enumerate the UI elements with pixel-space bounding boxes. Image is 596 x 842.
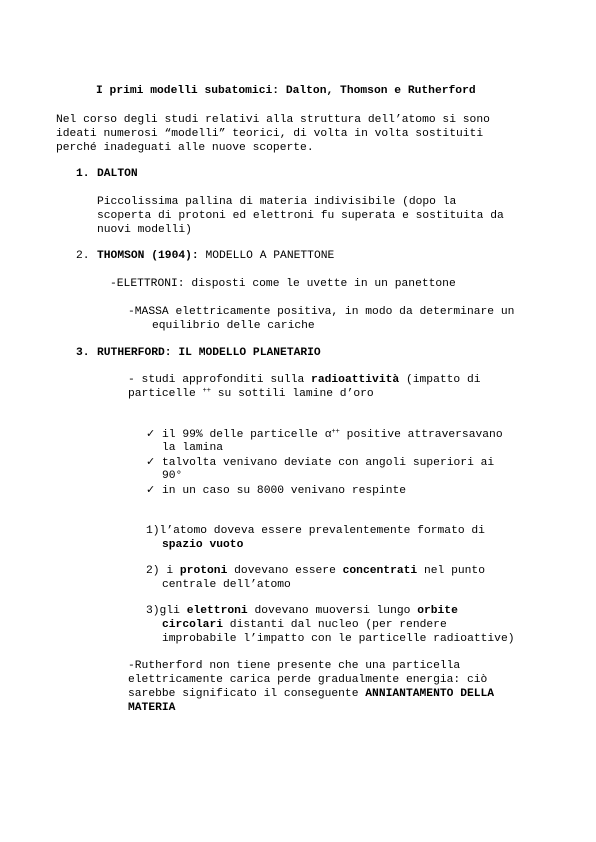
thomson-number: 2. — [76, 250, 90, 262]
check-2-text: talvolta venivano deviate con angoli superiori ai — [162, 457, 495, 469]
conclusion-3-line-3: improbabile l’impatto con le particelle radioattive) — [162, 633, 515, 645]
intro-line-2: ideati numerosi “modelli” teorici, di volta in volta sostituiti — [56, 128, 484, 140]
thomson-elettroni: -ELETTRONI: disposti come le uvette in un panettone — [110, 278, 456, 290]
c2-bold-2: concentrati — [342, 565, 418, 577]
conclusion-2-line-1 — [146, 564, 485, 578]
c3-pre: 3)gli — [146, 605, 187, 617]
studi-l2-post: su sottili lamine d’oro — [210, 388, 374, 400]
dalton-text-3: nuovi modelli) — [97, 224, 192, 236]
intro-line-1: Nel corso degli studi relativi alla struttura dell’atomo si sono — [56, 114, 490, 126]
rutherford-studi-1 — [128, 373, 481, 387]
dalton-text-1: Piccolissima pallina di materia indivisibile (dopo la — [97, 196, 457, 208]
conclusion-3-line-1 — [146, 604, 458, 618]
conclusion-1-line-1: 1)l’atomo doveva essere prevalentemente formato di — [146, 525, 485, 537]
closing-line-1: -Rutherford non tiene presente che una particella — [128, 660, 461, 672]
studi-l2-sup: ++ — [202, 387, 211, 395]
dalton-text-2: scoperta di protoni ed elettroni fu superata e sostituita da — [97, 210, 504, 222]
c2-bold-1: protoni — [179, 565, 228, 577]
closing-l3-text: sarebbe significato il conseguente — [128, 688, 366, 700]
c2-mid: dovevano essere — [227, 565, 343, 577]
check-item-2 — [146, 455, 494, 470]
studi-pre: - studi approfonditi sulla — [128, 374, 312, 386]
check-item-1-line-2: la lamina — [162, 442, 224, 454]
rutherford-studi-2 — [128, 387, 374, 401]
check-mark-icon: ✓ — [146, 427, 156, 440]
c3-bold-2: orbite — [417, 605, 458, 617]
check-item-1 — [146, 427, 503, 442]
check-mark-icon: ✓ — [146, 455, 156, 468]
dalton-number: 1. — [76, 168, 90, 180]
check-1-post: positive attraversavano — [339, 429, 503, 441]
closing-line-3 — [128, 687, 494, 701]
closing-bold-1: ANNIANTAMENTO DELLA — [365, 688, 495, 700]
conclusion-1-line-2: spazio vuoto — [162, 539, 244, 551]
c3-l2-bold: circolari — [162, 619, 224, 631]
dalton-heading: DALTON — [97, 168, 138, 180]
studi-bold: radioattività — [311, 374, 400, 386]
c3-mid: dovevano muoversi lungo — [247, 605, 418, 617]
thomson-massa-1: -MASSA elettricamente positiva, in modo da determinare un — [128, 306, 515, 318]
closing-line-4: MATERIA — [128, 702, 176, 714]
check-3-text: in un caso su 8000 venivano respinte — [162, 485, 407, 497]
check-1-text: il 99% delle particelle α — [162, 429, 332, 441]
thomson-subtitle: MODELLO A PANETTONE — [198, 250, 335, 262]
studi-l2-pre: particelle — [128, 388, 203, 400]
thomson-heading-line — [97, 249, 334, 263]
rutherford-heading: RUTHERFORD: IL MODELLO PLANETARIO — [97, 347, 321, 359]
check-item-3 — [146, 483, 406, 498]
c3-bold-1: elettroni — [186, 605, 248, 617]
conclusion-2-line-2: centrale dell’atomo — [162, 579, 291, 591]
c3-l2-post: distanti dal nucleo (per rendere — [223, 619, 447, 631]
rutherford-number: 3. — [76, 347, 90, 359]
closing-line-2: elettricamente carica perde gradualmente energia: ciò — [128, 674, 488, 686]
studi-post: (impatto di — [399, 374, 481, 386]
c2-pre: 2) i — [146, 565, 180, 577]
page-title: I primi modelli subatomici: Dalton, Thomson e Rutherford — [96, 85, 476, 97]
intro-line-3: perché inadeguati alle nuove scoperte. — [56, 142, 314, 154]
c2-post: nel punto — [417, 565, 485, 577]
check-item-2-line-2: 90° — [162, 470, 183, 482]
check-mark-icon: ✓ — [146, 483, 156, 496]
thomson-massa-2: equilibrio delle cariche — [152, 320, 315, 332]
conclusion-3-line-2 — [162, 618, 447, 632]
thomson-heading: THOMSON (1904): — [97, 250, 199, 262]
check-1-sup: ++ — [331, 428, 340, 436]
